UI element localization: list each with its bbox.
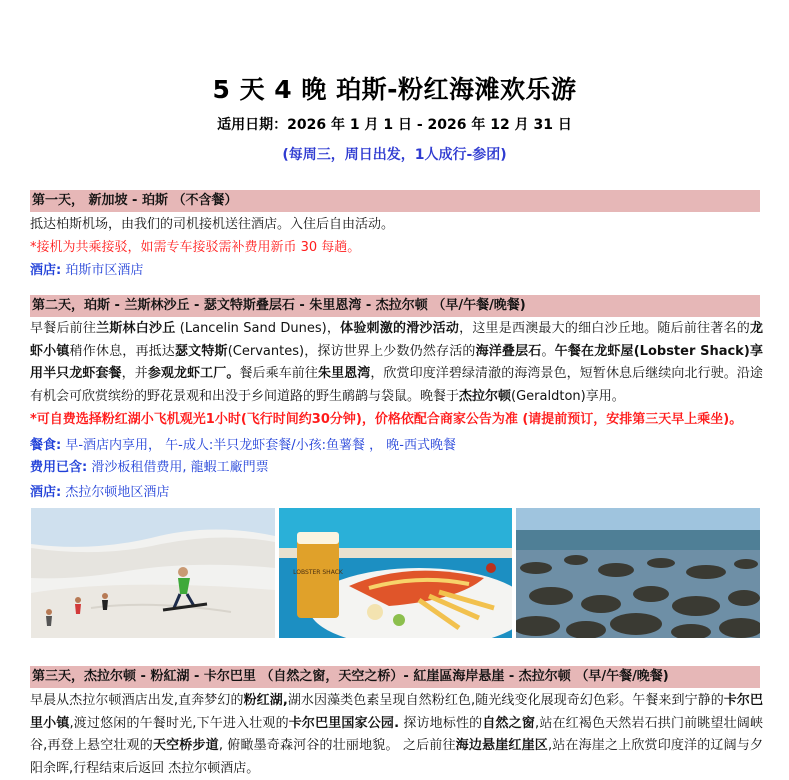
text: ,渡过悠闲的午餐时光,下午进入壮观的 [69,715,289,731]
hotel-value: 珀斯市区酒店 [61,263,144,278]
day2-itinerary [30,318,763,408]
highlight-lobster-lunch: 午餐在龙虾屋(Lobster Shack)享用半只龙虾套餐 [30,343,763,382]
text: 早晨从杰拉尔顿酒店出发,直奔梦幻的 [30,693,244,708]
highlight-red-bluff: 海边悬崖红崖区 [455,738,548,754]
text: ,站在红褐色天然岩石拱门前眺望壮阔峡谷,再登上悬空壮观的 [30,715,763,754]
highlight-kalbarri-park: 卡尔巴里国家公园. [288,715,400,731]
highlight-jurien-bay: 朱里恩湾 [317,366,371,382]
text: ，欣赏印度洋碧绿清澈的海湾景色，短暂休息后继续向北行驶。沿途有机会可欣赏缤纷的野花景观和出没于乡间道路的野生鸸鹋与袋鼠。晚餐于 [30,366,763,404]
highlight-pink-lake: 粉红湖, [243,693,288,708]
day1-heading: 第一天， 新加坡 - 珀斯 （不含餐） [30,190,760,212]
beer-label: LOBSTER SHACK [293,569,343,576]
text: 稍作休息，再抵达 [69,343,175,359]
hotel-label: 酒店: [30,485,62,500]
fee-label: 费用已含: [30,460,88,475]
day2-meals [30,435,765,457]
text: (Lancelin Sand Dunes)， [175,321,341,336]
meal-label: 餐食: [30,438,62,453]
highlight-lobster-factory: 参观龙虾工厂。 [147,366,240,382]
text: 餐后乘车前往 [239,366,318,382]
sand-dunes-photo [31,508,275,638]
day1-description: 抵达柏斯机场，由我们的司机接机送往酒店。入住后自由活动。 [30,217,395,232]
text: 。 [541,343,555,359]
highlight-cervantes: 瑟文特斯 [174,343,228,359]
text: 探访地标性的 [399,715,483,731]
lobster-meal-photo [279,508,512,638]
text: ,站在海崖之上欣赏印度洋的辽阔与夕阳余晖,行程结束后返回 杰拉尔顿酒店。 [30,738,763,776]
highlight-stromatolites: 海洋叠层石 [475,343,542,359]
highlight-lobster-town: 龙虾小镇 [30,321,763,359]
day2-optional-note: *可自费选择粉红湖小飞机观光1小时(飞行时间约30分钟)，价格依配合商家公告为准 (请提前预订，安排第三天早上乘坐)。 [30,412,743,427]
day2-heading: 第二天，珀斯 - 兰斯林沙丘 - 瑟文特斯叠层石 - 朱里恩湾 - 杰拉尔顿 （早/午餐/晚餐) [30,295,760,317]
highlight-sandboarding: 体验刺激的滑沙活动 [340,321,460,336]
day1-hotel [30,260,765,282]
day2-hotel [30,482,765,504]
highlight-lancelin: 兰斯林白沙丘 [96,321,176,336]
day1-note: *接机为共乘接驳，如需专车接驳需补费用新币 30 每趟。 [30,240,361,255]
page-title: 5 天 4 晚 珀斯-粉红海滩欢乐游 [212,75,577,104]
hotel-label: 酒店: [30,263,62,278]
hotel-value: 杰拉尔顿地区酒店 [61,485,170,500]
text: 早餐后前往 [30,321,97,336]
departure-note: (每周三，周日出发，1人成行-参团) [282,147,507,163]
day2-fees [30,457,765,479]
day3-itinerary [30,690,763,780]
text: (Cervantes)，探访世界上少数仍然存活的 [227,343,476,359]
validity-dates: 适用日期：2026 年 1 月 1 日 - 2026 年 12 月 31 日 [217,117,572,133]
text: , 俯瞰墨奇森河谷的壮丽地貌。 之后前往 [218,738,456,754]
text: (Geraldton)享用。 [511,388,625,404]
highlight-skywalk: 天空桥步道 [152,738,219,754]
meal-value: 早-酒店内享用， 午-成人:半只龙虾套餐/小孩:鱼薯餐 ， 晚-西式晚餐 [61,438,456,453]
fee-value: 滑沙板租借费用, 龍蝦工廠門票 [87,460,269,475]
text: ，这里是西澳最大的细白沙丘地。随后前往著名的 [459,321,750,336]
highlight-kalbarri-town: 卡尔巴里小镇 [30,693,763,731]
highlight-natures-window: 自然之窗 [482,715,536,731]
text: ，并 [121,366,148,382]
day3-heading: 第三天，杰拉尔顿 - 粉紅湖 - 卡尔巴里 （自然之窗，天空之桥）- 紅崖區海岸悬崖 - 杰拉尔顿 （早/午餐/晚餐) [30,666,760,688]
stromatolites-photo [516,508,760,638]
highlight-geraldton: 杰拉尔顿 [459,388,512,404]
text: 湖水因藻类色素呈现自然粉红色,随光线变化展现奇幻色彩。午餐来到宁静的 [287,693,724,708]
